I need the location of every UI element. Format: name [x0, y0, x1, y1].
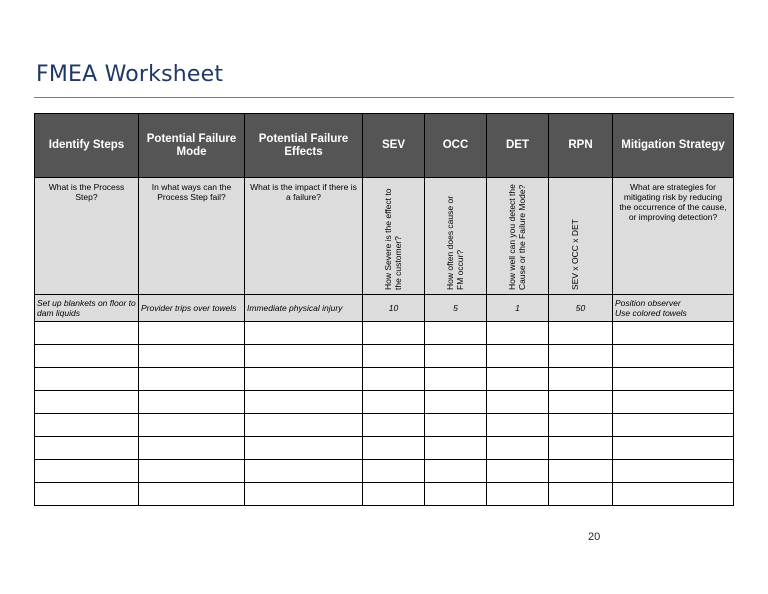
example-sev: 10: [363, 295, 425, 322]
title-divider: [34, 97, 734, 98]
table-row: [35, 414, 734, 437]
fmea-table: [34, 113, 734, 506]
table-row: [35, 322, 734, 345]
guide-mode: In what ways can the Process Step fail?: [139, 178, 245, 295]
table-row: [35, 368, 734, 391]
table-row: [35, 345, 734, 368]
header-row: [35, 114, 734, 178]
page-number: 20: [588, 531, 601, 543]
guide-sev: How Severe is the effect to the customer?: [363, 178, 425, 295]
example-effects: Immediate physical injury: [245, 295, 363, 322]
table-row: [35, 391, 734, 414]
table-row: [35, 460, 734, 483]
example-mitigation: Position observer Use colored towels: [613, 295, 734, 322]
example-occ: 5: [425, 295, 487, 322]
header-sev: SEV: [363, 114, 425, 178]
guide-row: [35, 178, 734, 295]
header-mitigation: Mitigation Strategy: [613, 114, 734, 178]
table-row: [35, 437, 734, 460]
header-identify-steps: Identify Steps: [35, 114, 139, 178]
header-det: DET: [487, 114, 549, 178]
page-title: FMEA Worksheet: [36, 62, 224, 87]
example-det: 1: [487, 295, 549, 322]
guide-occ: How often does cause or FM occur?: [425, 178, 487, 295]
table-row: [35, 483, 734, 506]
guide-step: What is the Process Step?: [35, 178, 139, 295]
example-step: Set up blankets on floor to dam liquids: [35, 295, 139, 322]
header-rpn: RPN: [549, 114, 613, 178]
guide-mitigation: What are strategies for mitigating risk by reducing the occurrence of the cause, or improving detection?: [613, 178, 734, 295]
example-rpn: 50: [549, 295, 613, 322]
header-failure-effects: Potential Failure Effects: [245, 114, 363, 178]
guide-det: How well can you detect the Cause or the Failure Mode?: [487, 178, 549, 295]
header-occ: OCC: [425, 114, 487, 178]
header-failure-mode: Potential Failure Mode: [139, 114, 245, 178]
guide-effects: What is the impact if there is a failure?: [245, 178, 363, 295]
example-row: [35, 295, 734, 322]
example-mode: Provider trips over towels: [139, 295, 245, 322]
guide-rpn: SEV x OCC x DET: [549, 178, 613, 295]
